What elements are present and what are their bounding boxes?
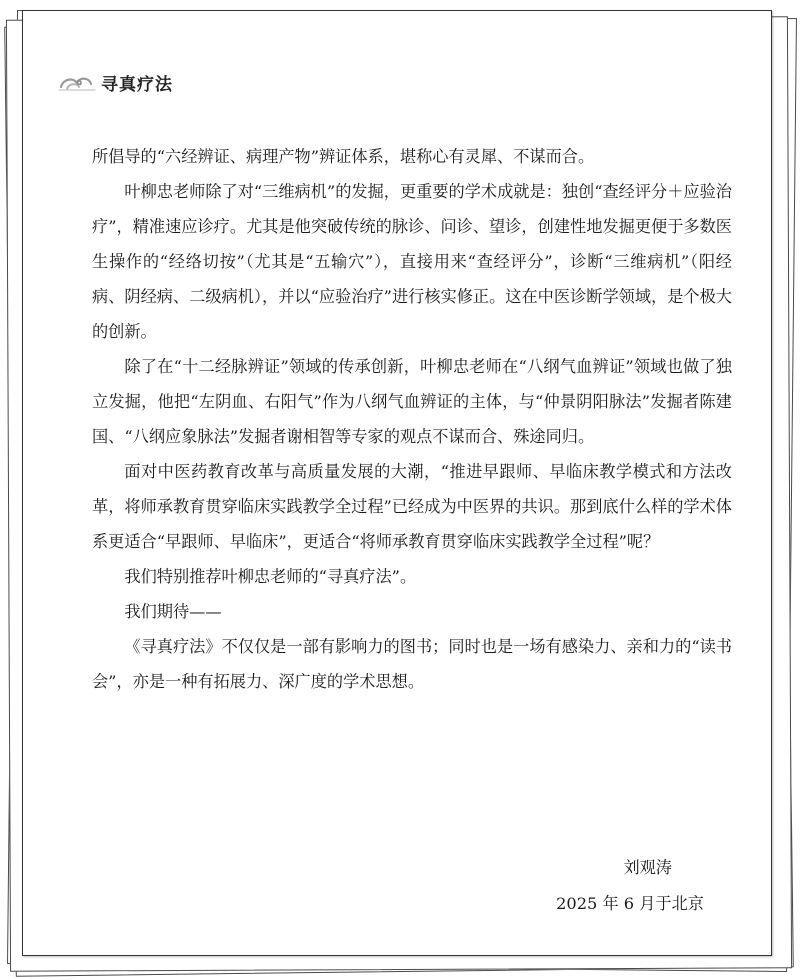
body-text — [92, 139, 732, 699]
paragraph: 面对中医药教育改革与高质量发展的大潮，“推进早跟师、早临床教学模式和方法改革，将师承教育贯穿临床实践教学全过程”已经成为中医界的共识。那到底什么样的学术体系更适合“早跟师、早临床”，更适合“将师承教育贯穿临床实践教学全过程”呢？ — [92, 462, 732, 551]
signature-block — [556, 857, 704, 915]
front-page — [22, 10, 772, 956]
cloud-swirl-icon — [57, 71, 97, 93]
paragraph: 《寻真疗法》不仅仅是一部有影响力的图书；同时也是一场有感染力、亲和力的“读书会”，亦是一种有拓展力、深广度的学术思想。 — [92, 637, 732, 691]
paragraph: 除了在“十二经脉辨证”领域的传承创新，叶柳忠老师在“八纲气血辨证”领域也做了独立发掘，他把“左阴血、右阳气”作为八纲气血辨证的主体，与“仲景阴阳脉法”发掘者陈建国、“八纲应象脉法”发掘者谢相智等专家的观点不谋而合、殊途同归。 — [92, 357, 732, 446]
running-header — [57, 67, 173, 97]
header-title: 寻真疗法 — [101, 74, 173, 95]
author-name: 刘观涛 — [623, 858, 672, 877]
paragraph: 我们期待—— — [124, 602, 222, 621]
paragraph: 我们特别推荐叶柳忠老师的“寻真疗法”。 — [124, 567, 417, 586]
paragraph-continuation: 所倡导的“六经辨证、病理产物”辨证体系，堪称心有灵犀、不谋而合。 — [92, 147, 595, 166]
paragraph: 叶柳忠老师除了对“三维病机”的发掘，更重要的学术成就是：独创“查经评分＋应验治疗”，精准速应诊疗。尤其是他突破传统的脉诊、问诊、望诊，创建性地发掘更便于多数医生操作的“经络切按”（尤其是“五输穴”），直接用来“查经评分”，诊断“三维病机”（阳经病、阴经病、二级病机），并以“应验治疗”进行核实修正。这在中医诊断学领域，是个极大的创新。 — [92, 182, 732, 341]
signature-date: 2025 年 6 月于北京 — [556, 894, 704, 913]
